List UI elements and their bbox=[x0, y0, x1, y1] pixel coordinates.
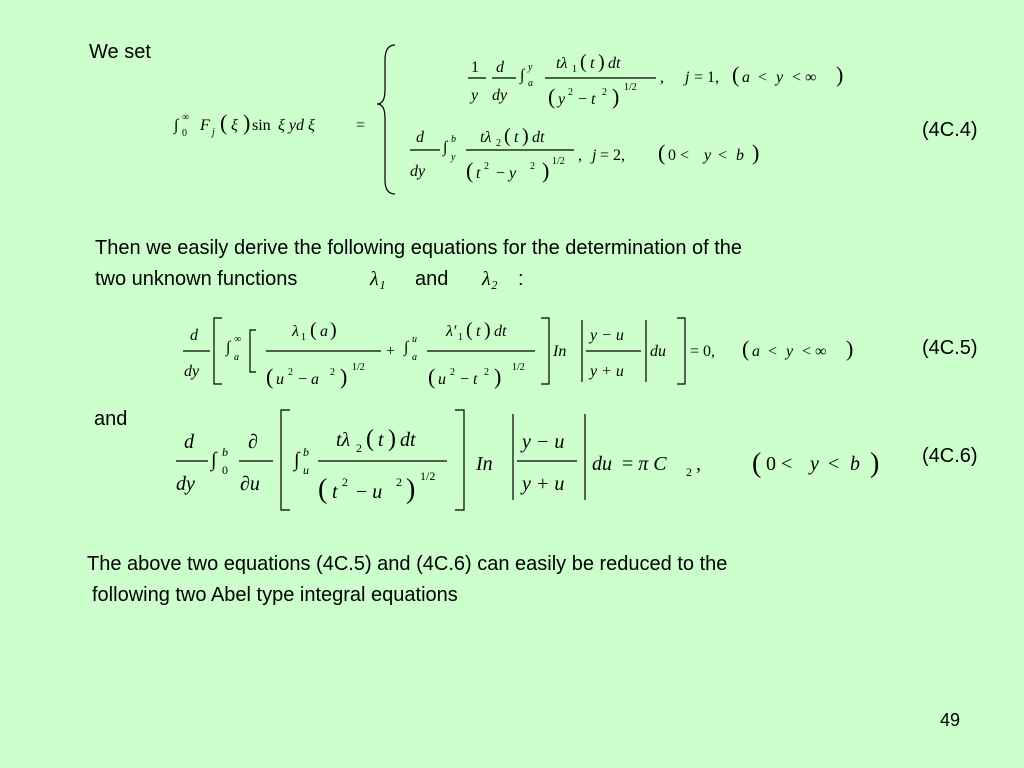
svg-text:,: , bbox=[578, 147, 582, 164]
svg-text:∞: ∞ bbox=[234, 334, 242, 345]
svg-text:): ) bbox=[752, 140, 760, 165]
svg-text:): ) bbox=[243, 110, 251, 135]
svg-text:(: ( bbox=[732, 62, 740, 87]
svg-text:b: b bbox=[222, 445, 228, 459]
intro-text: We set bbox=[89, 41, 151, 63]
equation-label-4c4: (4C.4) bbox=[922, 119, 978, 141]
svg-text:2: 2 bbox=[396, 475, 402, 489]
svg-text:∫: ∫ bbox=[520, 67, 525, 84]
svg-text:): ) bbox=[340, 364, 348, 389]
svg-text:1/2: 1/2 bbox=[420, 469, 436, 483]
svg-text:= π C: = π C bbox=[622, 453, 667, 475]
equation-label-4c5: (4C.5) bbox=[922, 337, 978, 359]
left-brace bbox=[377, 45, 395, 194]
svg-text:a: a bbox=[412, 352, 417, 363]
svg-text:<: < bbox=[718, 147, 728, 164]
colon: : bbox=[518, 268, 524, 290]
svg-text:(: ( bbox=[504, 125, 511, 147]
svg-text:2: 2 bbox=[484, 367, 489, 378]
svg-text:<: < bbox=[758, 69, 768, 86]
svg-text:): ) bbox=[388, 426, 396, 452]
svg-text:d: d bbox=[496, 59, 504, 76]
svg-text:− u: − u bbox=[356, 481, 383, 503]
svg-text:+: + bbox=[386, 343, 396, 360]
equation-4c4 bbox=[173, 51, 843, 183]
svg-text:t: t bbox=[332, 481, 338, 503]
svg-text:dy: dy bbox=[176, 473, 195, 495]
svg-text:b: b bbox=[736, 147, 744, 164]
svg-text:b: b bbox=[850, 453, 860, 475]
svg-text:− t: − t bbox=[578, 91, 596, 108]
svg-text:∂u: ∂u bbox=[240, 473, 260, 495]
svg-text:b: b bbox=[451, 134, 456, 145]
svg-text:2: 2 bbox=[330, 367, 335, 378]
svg-text:y: y bbox=[786, 343, 794, 360]
svg-text:∫: ∫ bbox=[443, 139, 448, 156]
svg-text:1: 1 bbox=[471, 59, 479, 76]
svg-text:d: d bbox=[184, 431, 194, 453]
svg-text:(: ( bbox=[220, 110, 228, 135]
svg-text:= 1,: = 1, bbox=[694, 69, 720, 86]
svg-text:In: In bbox=[553, 343, 567, 360]
svg-text:y: y bbox=[558, 91, 566, 108]
svg-text:dy: dy bbox=[492, 87, 508, 104]
svg-text:2: 2 bbox=[484, 161, 489, 172]
lambda-2-symbol: λ₂ bbox=[482, 268, 498, 290]
svg-text:< ∞: < ∞ bbox=[802, 343, 827, 360]
svg-text:ξ yd ξ: ξ yd ξ bbox=[278, 117, 315, 134]
svg-text:ξ: ξ bbox=[231, 117, 238, 134]
svg-text:(: ( bbox=[658, 140, 666, 165]
svg-text:tλ: tλ bbox=[336, 429, 351, 451]
svg-text:y: y bbox=[704, 147, 712, 164]
svg-text:2: 2 bbox=[288, 367, 293, 378]
svg-text:y: y bbox=[528, 62, 533, 73]
svg-text:0: 0 bbox=[222, 463, 228, 477]
svg-text:j: j bbox=[685, 69, 690, 86]
svg-text:): ) bbox=[494, 364, 502, 389]
equation-label-4c6: (4C.6) bbox=[922, 445, 978, 467]
svg-text:2: 2 bbox=[342, 475, 348, 489]
svg-text:2: 2 bbox=[356, 441, 362, 455]
svg-text:y − u: y − u bbox=[522, 431, 565, 453]
paragraph-line: Then we easily derive the following equations for the determination of the bbox=[95, 237, 743, 259]
lambda-1-symbol: λ₁ bbox=[370, 268, 386, 290]
svg-text:tλ: tλ bbox=[480, 129, 492, 146]
svg-text:y: y bbox=[776, 69, 784, 86]
svg-text:F: F bbox=[200, 117, 210, 134]
svg-text:(: ( bbox=[548, 84, 556, 109]
svg-text:,: , bbox=[696, 453, 701, 475]
and-text: and bbox=[94, 408, 128, 430]
svg-text:2: 2 bbox=[686, 465, 692, 479]
svg-text:− t: − t bbox=[460, 371, 478, 388]
svg-text:<: < bbox=[768, 343, 778, 360]
svg-text:t: t bbox=[514, 129, 519, 146]
svg-text:tλ: tλ bbox=[556, 55, 568, 72]
svg-text:a: a bbox=[742, 69, 750, 86]
svg-text:y: y bbox=[451, 152, 456, 163]
svg-text:a: a bbox=[234, 352, 239, 363]
svg-text:λ′: λ′ bbox=[446, 323, 457, 340]
svg-text:2: 2 bbox=[450, 367, 455, 378]
svg-text:(: ( bbox=[752, 448, 762, 479]
svg-text:0 <: 0 < bbox=[766, 453, 793, 475]
svg-text:t: t bbox=[378, 429, 384, 451]
svg-text:(: ( bbox=[742, 336, 750, 361]
svg-text:1/2: 1/2 bbox=[352, 362, 365, 373]
svg-text:a: a bbox=[528, 78, 533, 89]
svg-text:d: d bbox=[190, 327, 198, 344]
svg-text:1: 1 bbox=[572, 64, 577, 75]
svg-text:∫: ∫ bbox=[404, 339, 409, 356]
paragraph-line: following two Abel type integral equations bbox=[92, 584, 458, 606]
svg-text:1/2: 1/2 bbox=[552, 156, 565, 167]
svg-text:): ) bbox=[406, 474, 416, 505]
svg-text:0: 0 bbox=[182, 128, 187, 139]
svg-text:du: du bbox=[650, 343, 666, 360]
svg-text:λ: λ bbox=[292, 323, 299, 340]
svg-text:1: 1 bbox=[301, 332, 306, 343]
svg-text:): ) bbox=[836, 62, 844, 87]
svg-text:j: j bbox=[212, 127, 215, 138]
svg-text:2: 2 bbox=[568, 87, 573, 98]
svg-text:dy: dy bbox=[184, 363, 200, 380]
svg-text:− a: − a bbox=[298, 371, 320, 388]
svg-text:,: , bbox=[660, 69, 664, 86]
svg-text:y: y bbox=[471, 87, 479, 104]
svg-text:< ∞: < ∞ bbox=[792, 69, 817, 86]
svg-text:dt: dt bbox=[400, 429, 416, 451]
svg-text:(: ( bbox=[428, 364, 436, 389]
svg-text:= 0,: = 0, bbox=[690, 343, 716, 360]
svg-text:dt: dt bbox=[532, 129, 545, 146]
svg-text:j: j bbox=[592, 147, 597, 164]
svg-text:du: du bbox=[592, 453, 612, 475]
and-word: and bbox=[415, 268, 449, 290]
svg-text:∫: ∫ bbox=[211, 449, 217, 471]
svg-text:y + u: y + u bbox=[590, 363, 624, 380]
svg-text:∂: ∂ bbox=[248, 431, 258, 453]
svg-text:a: a bbox=[320, 323, 328, 340]
svg-text:(: ( bbox=[318, 474, 328, 505]
svg-text:): ) bbox=[870, 448, 880, 479]
svg-text:(: ( bbox=[466, 319, 473, 341]
svg-text:0 <: 0 < bbox=[668, 147, 690, 164]
svg-text:u: u bbox=[438, 371, 446, 388]
svg-text:): ) bbox=[484, 319, 491, 341]
svg-text:dt: dt bbox=[494, 323, 507, 340]
svg-text:u: u bbox=[276, 371, 284, 388]
svg-text:u: u bbox=[412, 334, 417, 345]
svg-text:): ) bbox=[846, 336, 854, 361]
paragraph-line: The above two equations (4C.5) and (4C.6) can easily be reduced to the bbox=[87, 553, 728, 575]
svg-text:In: In bbox=[476, 453, 493, 475]
svg-text:y − u: y − u bbox=[590, 327, 624, 344]
svg-text:(: ( bbox=[466, 158, 474, 183]
svg-text:u: u bbox=[303, 463, 309, 477]
svg-text:2: 2 bbox=[496, 138, 501, 149]
svg-text:(: ( bbox=[580, 51, 587, 73]
svg-text:): ) bbox=[330, 319, 337, 341]
svg-text:): ) bbox=[542, 158, 550, 183]
svg-text:dy: dy bbox=[410, 163, 426, 180]
svg-text:(: ( bbox=[310, 319, 317, 341]
svg-text:∫: ∫ bbox=[174, 117, 179, 134]
svg-text:2: 2 bbox=[530, 161, 535, 172]
svg-text:1: 1 bbox=[458, 332, 463, 343]
page-number: 49 bbox=[940, 710, 961, 730]
svg-text:− y: − y bbox=[496, 165, 517, 182]
svg-text:∫: ∫ bbox=[226, 339, 231, 356]
svg-text:): ) bbox=[612, 84, 620, 109]
svg-text:d: d bbox=[416, 129, 424, 146]
svg-text:t: t bbox=[476, 323, 481, 340]
svg-text:dt: dt bbox=[608, 55, 621, 72]
equation-4c5 bbox=[184, 319, 853, 389]
svg-text:<: < bbox=[828, 453, 840, 475]
svg-text:1/2: 1/2 bbox=[624, 82, 637, 93]
svg-text:y + u: y + u bbox=[522, 473, 565, 495]
paragraph-text: two unknown functions bbox=[95, 268, 298, 290]
svg-text:): ) bbox=[522, 125, 529, 147]
svg-text:2: 2 bbox=[602, 87, 607, 98]
svg-text:b: b bbox=[303, 445, 309, 459]
svg-text:sin: sin bbox=[252, 117, 271, 134]
svg-text:y: y bbox=[810, 453, 819, 475]
svg-text:(: ( bbox=[366, 426, 374, 452]
svg-text:t: t bbox=[476, 165, 481, 182]
svg-text:a: a bbox=[752, 343, 760, 360]
svg-text:= 2,: = 2, bbox=[600, 147, 626, 164]
svg-text:): ) bbox=[598, 51, 605, 73]
svg-text:∫: ∫ bbox=[294, 449, 300, 471]
svg-text:t: t bbox=[590, 55, 595, 72]
svg-text:1/2: 1/2 bbox=[512, 362, 525, 373]
svg-text:∞: ∞ bbox=[182, 112, 190, 123]
svg-text:(: ( bbox=[266, 364, 274, 389]
svg-text:=: = bbox=[356, 117, 366, 134]
